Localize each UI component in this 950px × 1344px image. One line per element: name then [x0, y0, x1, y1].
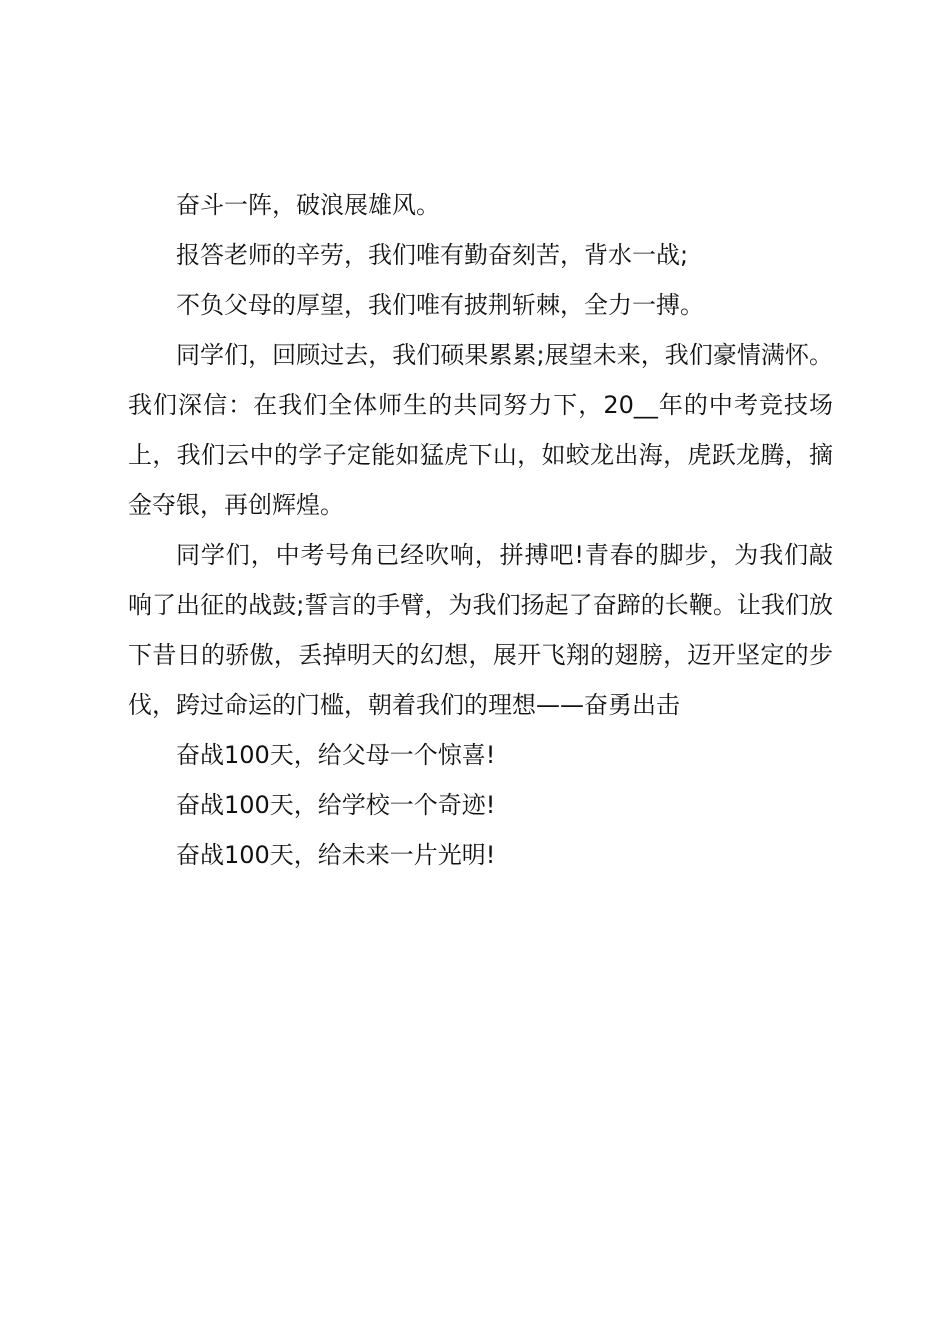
paragraph-1: 奋斗一阵，破浪展雄风。 — [176, 191, 440, 219]
paragraph-2: 报答老师的辛劳，我们唯有勤奋刻苦，背水一战; — [176, 241, 689, 269]
paragraph-5: 同学们，中考号角已经吹响，拼搏吧!青春的脚步，为我们敲响了出征的战鼓;誓言的手臂，为我们扬起了奋蹄的长鞭。让我们放下昔日的骄傲，丢掉明天的幻想，展开飞翔的翅膀，迈开坚定的步伐，跨过命运的门槛，朝着我们的理想——奋勇出击 — [128, 541, 833, 719]
paragraph-3: 不负父母的厚望，我们唯有披荆斩棘，全力一搏。 — [176, 291, 704, 319]
document-body — [128, 180, 833, 880]
paragraph-4: 同学们，回顾过去，我们硕果累累;展望未来，我们豪情满怀。我们深信：在我们全体师生的共同努力下，20__年的中考竞技场上，我们云中的学子定能如猛虎下山，如蛟龙出海，虎跃龙腾，摘金夺银，再创辉煌。 — [128, 341, 833, 519]
paragraph-6: 奋战100天，给父母一个惊喜! — [176, 741, 496, 769]
paragraph-8: 奋战100天，给未来一片光明! — [176, 841, 496, 869]
paragraph-7: 奋战100天，给学校一个奇迹! — [176, 791, 496, 819]
